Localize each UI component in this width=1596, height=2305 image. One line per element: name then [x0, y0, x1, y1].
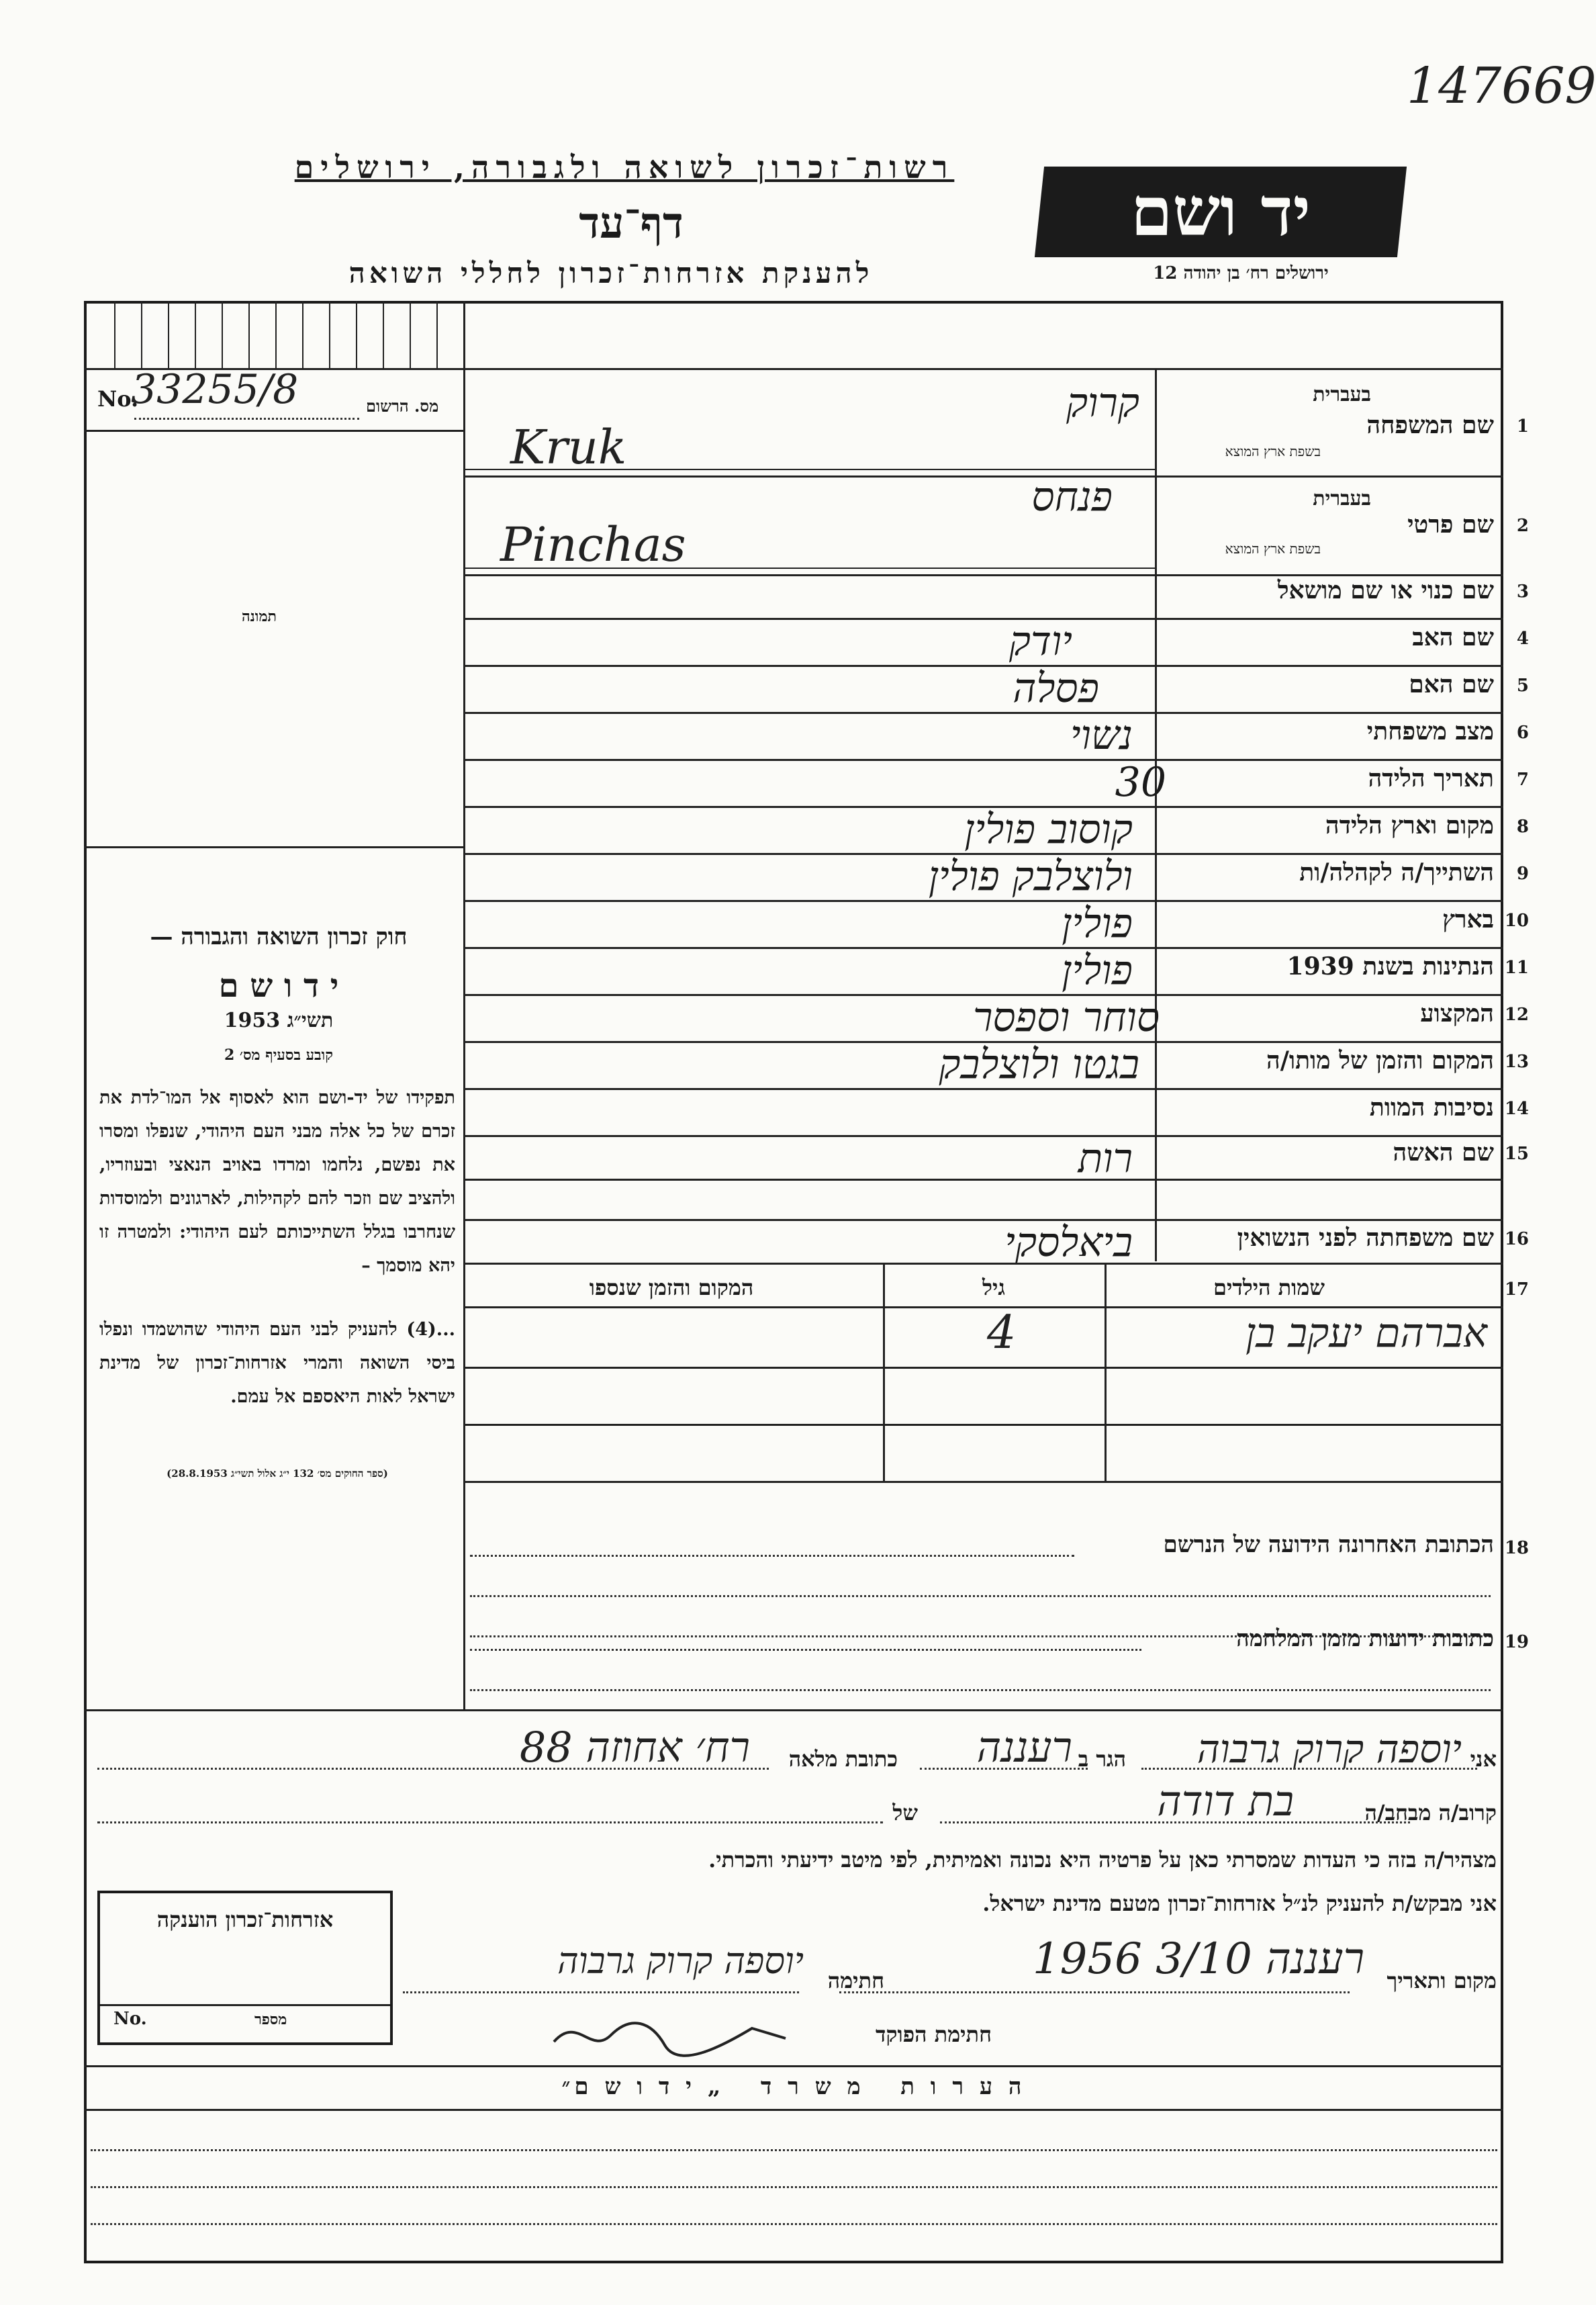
law-title: חוק זכרון השואה והגבורה — [150, 923, 408, 950]
field-13-value: בגטו ולוצלבק [939, 1041, 1139, 1088]
declarant-name: יוספה קרוק גרבוה [1196, 1726, 1462, 1772]
field-4-value: יודק [1008, 618, 1072, 665]
field-11-value: פולין [1062, 947, 1133, 994]
decl-full-address: רח׳ אחוזה 88 [519, 1723, 750, 1772]
decl-relation-label: קרוב/ה מבחב/ה [1364, 1800, 1497, 1825]
field-6-label: מצב משפחתי [1366, 717, 1494, 745]
field-11-label: הנתינות בשנת 1939 [1286, 952, 1494, 981]
field-12-num: 12 [1504, 1005, 1529, 1025]
decl-signature-value: יוספה קרוק גרבוה [557, 1940, 804, 1982]
decl-resident-label: הגר ב [1078, 1746, 1126, 1772]
field-19-num: 19 [1504, 1632, 1529, 1652]
field-2-sub-hebrew: בעברית [1313, 487, 1371, 510]
stamp-box-number-label: מספר [254, 2011, 287, 2028]
decl-place-date-label: מקום ותאריך [1387, 1968, 1497, 1993]
field-1-value-origin: Kruk [510, 420, 627, 475]
field-12-value: סוחר וספסר [972, 994, 1160, 1041]
law-year: תשי״ג 1953 [224, 1009, 334, 1032]
field-10-value: פולין [1062, 900, 1133, 947]
field-1-sub-hebrew: בעברית [1313, 383, 1371, 406]
field-16-num: 16 [1504, 1229, 1529, 1249]
decl-i-label: אני [1470, 1746, 1497, 1772]
law-name: י ד ו ש ם [218, 967, 339, 1005]
field-15-num: 15 [1504, 1144, 1529, 1164]
field-6-value: נשוי [1070, 712, 1133, 759]
field-18-label: הכתובת האחרונה הידועה של הנרשם [1163, 1531, 1494, 1558]
field-9-value: ולוצלבק פולין [928, 853, 1133, 900]
notes-title: ה ע ר ו ת מ ש ר ד „ י ד ו ש ם״ [561, 2073, 1026, 2100]
field-14-label: נסיבות המוות [1369, 1093, 1494, 1122]
logo-text: יד ושם [1131, 172, 1311, 251]
law-item-4: ...(4) להעניק לבני העם היהודי שהושמדו ונפלו ביסי השואה והמרי אזרחות־זכרון של מדינת ישראל לאות היאספם אל עמם. [99, 1319, 455, 1407]
law-body: תפקידו של יד-ושם הוא לאסוף אל המו־לדת את זכרם של כל אלה מבני העם היהודי, שנפלו ומסרו את נפשם, נלחמו ומרדו באויב הנאצי ובעוזריו, ולהציב שם וזכר להם לקהילות, לארגונים ולמוסדות שנחרבו בגלל השתייכותם לעם היהודי: ולמטרה זו יהא מוסמך – [99, 1087, 455, 1276]
decl-relation-value: בת דודה [1157, 1776, 1294, 1825]
field-15-label: שם האשה [1393, 1138, 1494, 1167]
field-8-num: 8 [1516, 817, 1529, 837]
officer-signature-scribble [551, 2008, 792, 2071]
officer-signature-mark [551, 2008, 792, 2062]
children-col-place: המקום והזמן שנספו [589, 1275, 754, 1300]
field-2-value-hebrew: פנחס [1031, 473, 1113, 521]
field-12-label: המקצוע [1420, 999, 1494, 1028]
decl-signature-label: חתימה [827, 1968, 884, 1993]
field-9-label: השתייך/ה לקהלה/ות [1299, 858, 1494, 887]
field-11-num: 11 [1504, 958, 1529, 978]
stamp-box-title: אזרחות־זכרון הוענקה [156, 1907, 334, 1932]
field-1-label: שם המשפחה [1366, 411, 1494, 439]
registration-number: 33255/8 [131, 366, 299, 413]
field-5-label: שם האם [1409, 670, 1494, 698]
law-footnote: (ספר החוקים מס׳ 132 י״ג אלול תשי״ג 28.8.1953) [167, 1467, 388, 1480]
field-15-value: רות [1078, 1135, 1133, 1182]
address-line: ירושלים רח׳ בן יהודה 12 [1153, 263, 1329, 283]
field-18-num: 18 [1504, 1538, 1529, 1558]
archive-number: 147669 [1407, 57, 1596, 115]
decl-statement-2: אני מבקש/ת להעניק לנ״ל אזרחות־זכרון מטעם מדינת ישראל. [982, 1891, 1497, 1916]
yad-vashem-logo [1035, 167, 1407, 257]
decl-statement-1: מצהיר/ה בזה כי העדות שמסרתי כאן על פרטיה היא נכונה ואמיתית, לפי מיטב ידיעתי והכרתי. [708, 1847, 1497, 1872]
field-2-num: 2 [1516, 516, 1529, 536]
field-7-value: 30 [1115, 759, 1166, 806]
decl-of-label: של [892, 1800, 918, 1825]
decl-address-label: כתובת מלאה [788, 1746, 898, 1772]
field-13-num: 13 [1504, 1052, 1529, 1072]
field-16-label: שם משפחתה לפני הנשואין [1237, 1224, 1494, 1252]
field-19-label: כתובות ידועות מזמן המלחמה [1236, 1625, 1494, 1652]
children-col-age: גיל [982, 1275, 1005, 1300]
field-4-label: שם האב [1412, 623, 1494, 651]
field-13-label: המקום והזמן של מותו/ה [1266, 1046, 1494, 1075]
children-num: 17 [1504, 1279, 1529, 1300]
field-8-label: מקום וארץ הלידה [1325, 811, 1494, 840]
field-1-sub-origin: בשפת ארץ המוצא [1225, 443, 1321, 459]
decl-resident-city: רעננה [976, 1723, 1072, 1772]
photo-label: תמונה [242, 608, 277, 625]
child-name: אברהם יעקב בן [1245, 1310, 1487, 1357]
stamp-box-no-label: No. [113, 2009, 147, 2029]
page-subtitle: להענקת אזרחות־זכרון לחללי השואה [348, 257, 874, 289]
field-7-num: 7 [1516, 770, 1529, 790]
law-clause: קובע בסעיף מס׳ 2 [224, 1046, 334, 1064]
field-16-value: ביאלסקי [1004, 1219, 1133, 1266]
decl-place-date-value: רעננה 3/10 1956 [1032, 1934, 1364, 1984]
field-14-num: 14 [1504, 1099, 1529, 1119]
decl-officer-label: חתימת הפוקד [876, 2022, 992, 2047]
field-5-num: 5 [1516, 676, 1529, 696]
field-4-num: 4 [1516, 629, 1529, 649]
children-col-names: שמות הילדים [1213, 1275, 1325, 1300]
child-age: 4 [987, 1306, 1017, 1359]
field-6-num: 6 [1516, 723, 1529, 743]
field-7-label: תאריך הלידה [1368, 764, 1494, 793]
field-9-num: 9 [1516, 864, 1529, 884]
field-3-num: 3 [1516, 582, 1529, 602]
field-10-label: בארץ [1442, 905, 1494, 934]
field-5-value: פסלה [1013, 665, 1099, 712]
authority-line: רשות־זכרון לשואה ולגבורה, ירושלים [294, 149, 955, 185]
registration-no-label: No. [97, 386, 139, 412]
field-1-value-hebrew: קרוק [1066, 379, 1139, 426]
field-2-label: שם פרטי [1407, 510, 1494, 539]
field-2-sub-origin: בשפת ארץ המוצא [1225, 541, 1321, 557]
field-2-value-origin: Pinchas [500, 517, 686, 572]
registration-label: מס. הרשום [366, 396, 439, 416]
field-1-num: 1 [1516, 416, 1529, 437]
citizenship-stamp-box [97, 1891, 393, 2045]
field-10-num: 10 [1504, 911, 1529, 931]
field-8-value: קוסוב פולין [964, 806, 1133, 853]
page-title: דף־עד [579, 198, 684, 248]
field-3-label: שם כנוי או שם מושאל [1277, 576, 1494, 604]
